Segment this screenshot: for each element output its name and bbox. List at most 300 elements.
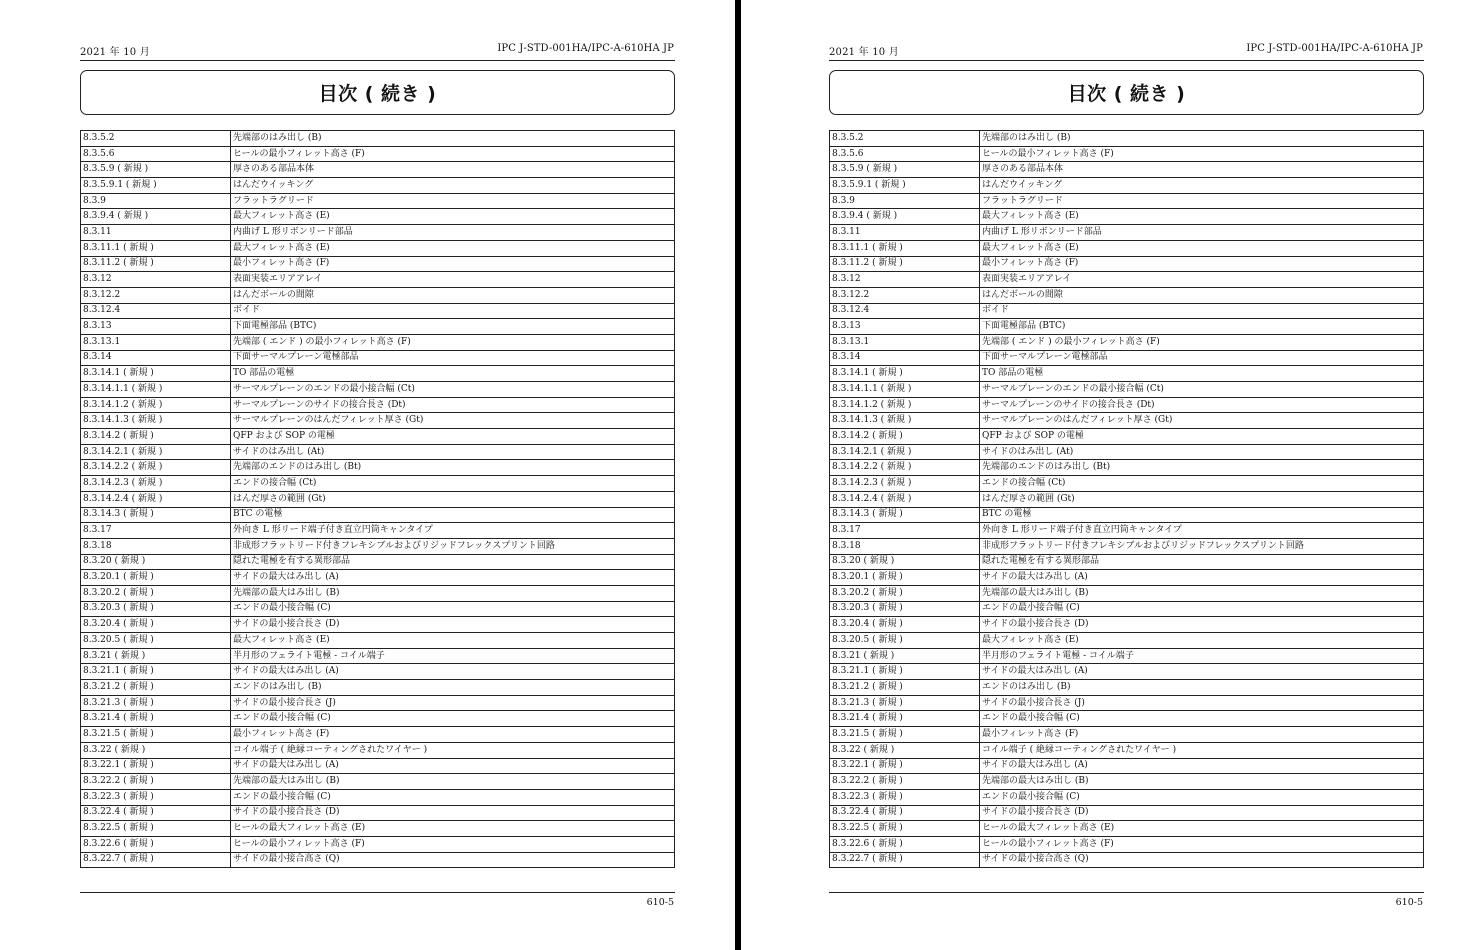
toc-section-title: エンドの接合幅 (Ct) (980, 476, 1424, 492)
toc-section-title: エンドの接合幅 (Ct) (231, 476, 675, 492)
toc-section-title: 外向き L 形リード端子付き直立円筒キャンタイプ (980, 523, 1424, 539)
toc-row (830, 397, 1424, 413)
toc-row (830, 538, 1424, 554)
toc-row (830, 350, 1424, 366)
toc-section-number: 8.3.22.2 ( 新規 ) (81, 774, 231, 790)
toc-section-number: 8.3.12.2 (830, 287, 980, 303)
toc-row (830, 303, 1424, 319)
toc-row (81, 570, 675, 586)
toc-row (81, 382, 675, 398)
toc-section-title: 先端部の最大はみ出し (B) (231, 585, 675, 601)
toc-row (830, 821, 1424, 837)
toc-section-number: 8.3.14.3 ( 新規 ) (81, 507, 231, 523)
toc-row (830, 727, 1424, 743)
toc-section-title: 半月形のフェライト電極 - コイル端子 (980, 648, 1424, 664)
toc-row (81, 429, 675, 445)
toc-section-number: 8.3.14.2.4 ( 新規 ) (830, 491, 980, 507)
toc-row (81, 476, 675, 492)
toc-section-number: 8.3.11.2 ( 新規 ) (81, 256, 231, 272)
toc-section-number: 8.3.14.2.1 ( 新規 ) (81, 444, 231, 460)
toc-row (81, 601, 675, 617)
toc-row (81, 664, 675, 680)
toc-section-title: サイドの最小接合長さ (D) (980, 805, 1424, 821)
document-page-right (749, 0, 1474, 950)
toc-section-title: 外向き L 形リード端子付き直立円筒キャンタイプ (231, 523, 675, 539)
toc-section-number: 8.3.14.2.2 ( 新規 ) (81, 460, 231, 476)
toc-section-title: 最大フィレット高さ (E) (980, 633, 1424, 649)
toc-row (81, 319, 675, 335)
toc-section-number: 8.3.14.3 ( 新規 ) (830, 507, 980, 523)
toc-section-title: サーマルプレーンのはんだフィレット厚さ (Gt) (980, 413, 1424, 429)
toc-row (81, 633, 675, 649)
toc-section-title: TO 部品の電極 (980, 366, 1424, 382)
toc-row (830, 429, 1424, 445)
toc-row (81, 774, 675, 790)
toc-section-title: TO 部品の電極 (231, 366, 675, 382)
toc-row (81, 350, 675, 366)
toc-row (81, 131, 675, 147)
toc-section-number: 8.3.5.2 (830, 131, 980, 147)
toc-row (81, 789, 675, 805)
toc-row (830, 617, 1424, 633)
toc-section-number: 8.3.21.4 ( 新規 ) (81, 711, 231, 727)
toc-section-number: 8.3.22.3 ( 新規 ) (81, 789, 231, 805)
toc-section-number: 8.3.9 (830, 193, 980, 209)
toc-section-number: 8.3.13 (830, 319, 980, 335)
toc-row (830, 178, 1424, 194)
toc-row (81, 397, 675, 413)
toc-section-number: 8.3.21.3 ( 新規 ) (81, 695, 231, 711)
toc-section-number: 8.3.22.5 ( 新規 ) (830, 821, 980, 837)
toc-section-number: 8.3.14.1.3 ( 新規 ) (81, 413, 231, 429)
toc-section-number: 8.3.22.7 ( 新規 ) (81, 852, 231, 868)
toc-section-number: 8.3.20.3 ( 新規 ) (830, 601, 980, 617)
toc-section-title: エンドのはみ出し (B) (980, 680, 1424, 696)
toc-row (81, 585, 675, 601)
toc-section-number: 8.3.12.4 (830, 303, 980, 319)
toc-row (830, 225, 1424, 241)
toc-section-number: 8.3.20.3 ( 新規 ) (81, 601, 231, 617)
toc-row (830, 287, 1424, 303)
toc-section-title: QFP および SOP の電極 (980, 429, 1424, 445)
toc-row (830, 460, 1424, 476)
toc-section-title: 先端部の最大はみ出し (B) (980, 774, 1424, 790)
toc-section-number: 8.3.14.2.3 ( 新規 ) (830, 476, 980, 492)
toc-section-title: 下面サーマルプレーン電極部品 (980, 350, 1424, 366)
toc-section-title: 隠れた電極を有する異形部品 (231, 554, 675, 570)
toc-row (81, 491, 675, 507)
toc-row (830, 476, 1424, 492)
toc-section-number: 8.3.20 ( 新規 ) (830, 554, 980, 570)
toc-section-number: 8.3.13.1 (81, 334, 231, 350)
toc-section-title: ヒールの最大フィレット高さ (E) (231, 821, 675, 837)
toc-row (830, 852, 1424, 868)
toc-section-number: 8.3.21 ( 新規 ) (830, 648, 980, 664)
toc-row (830, 209, 1424, 225)
toc-row (81, 413, 675, 429)
toc-section-number: 8.3.9.4 ( 新規 ) (830, 209, 980, 225)
toc-section-title: コイル端子 ( 絶縁コーティングされたワイヤー ) (980, 742, 1424, 758)
toc-section-number: 8.3.12.4 (81, 303, 231, 319)
toc-section-number: 8.3.22.5 ( 新規 ) (81, 821, 231, 837)
toc-section-number: 8.3.5.6 (830, 146, 980, 162)
toc-section-number: 8.3.22.6 ( 新規 ) (830, 836, 980, 852)
page-divider (735, 0, 741, 950)
toc-section-title: ヒールの最小フィレット高さ (F) (231, 146, 675, 162)
toc-section-number: 8.3.22.1 ( 新規 ) (81, 758, 231, 774)
toc-section-title: 最大フィレット高さ (E) (980, 209, 1424, 225)
toc-row (830, 633, 1424, 649)
toc-section-title: 隠れた電極を有する異形部品 (980, 554, 1424, 570)
toc-section-title: 内曲げ L 形リボンリード部品 (980, 225, 1424, 241)
toc-section-title: エンドの最小接合幅 (C) (231, 601, 675, 617)
toc-section-number: 8.3.17 (81, 523, 231, 539)
toc-section-title: 最小フィレット高さ (F) (980, 727, 1424, 743)
toc-section-number: 8.3.14.1 ( 新規 ) (830, 366, 980, 382)
toc-row (81, 334, 675, 350)
toc-section-title: サイドの最小接合長さ (J) (231, 695, 675, 711)
toc-section-number: 8.3.20 ( 新規 ) (81, 554, 231, 570)
toc-section-title: コイル端子 ( 絶縁コーティングされたワイヤー ) (231, 742, 675, 758)
toc-section-number: 8.3.21.2 ( 新規 ) (81, 680, 231, 696)
toc-section-title: サイドの最小接合高さ (Q) (980, 852, 1424, 868)
toc-section-title: サイドの最小接合高さ (Q) (231, 852, 675, 868)
toc-section-title: 内曲げ L 形リボンリード部品 (231, 225, 675, 241)
toc-section-title: 最大フィレット高さ (E) (231, 209, 675, 225)
toc-row (830, 444, 1424, 460)
toc-section-number: 8.3.13 (81, 319, 231, 335)
toc-section-title: サイドの最小接合長さ (D) (231, 805, 675, 821)
toc-section-title: 先端部の最大はみ出し (B) (231, 774, 675, 790)
document-page-left (0, 0, 735, 950)
toc-section-title: BTC の電極 (980, 507, 1424, 523)
toc-row (81, 178, 675, 194)
toc-row (830, 680, 1424, 696)
toc-row (81, 303, 675, 319)
toc-row (830, 146, 1424, 162)
toc-section-title: 最大フィレット高さ (E) (980, 240, 1424, 256)
toc-section-number: 8.3.18 (81, 538, 231, 554)
toc-section-title: エンドの最小接合幅 (C) (231, 789, 675, 805)
toc-row (830, 193, 1424, 209)
toc-row (830, 805, 1424, 821)
toc-section-title: はんだウイッキング (980, 178, 1424, 194)
header-date: 2021 年 10 月 (80, 47, 150, 58)
toc-section-title: エンドの最小接合幅 (C) (980, 601, 1424, 617)
toc-row (830, 334, 1424, 350)
toc-section-number: 8.3.14.1.2 ( 新規 ) (81, 397, 231, 413)
toc-row (81, 287, 675, 303)
toc-section-title: 先端部のはみ出し (B) (980, 131, 1424, 147)
toc-section-title: 非成形フラットリード付きフレキシブルおよびリジッドフレックスプリント回路 (980, 538, 1424, 554)
title-box (80, 70, 675, 115)
toc-section-number: 8.3.12 (81, 272, 231, 288)
toc-section-number: 8.3.14 (830, 350, 980, 366)
toc-row (81, 648, 675, 664)
toc-row (830, 585, 1424, 601)
toc-row (830, 554, 1424, 570)
toc-table (829, 130, 1424, 868)
toc-section-title: ヒールの最小フィレット高さ (F) (980, 836, 1424, 852)
footer-rule (829, 892, 1424, 893)
toc-row (830, 601, 1424, 617)
toc-row (81, 444, 675, 460)
toc-section-title: サイドの最小接合長さ (D) (980, 617, 1424, 633)
toc-row (830, 413, 1424, 429)
toc-row (81, 272, 675, 288)
toc-section-title: フラットラグリード (980, 193, 1424, 209)
toc-section-number: 8.3.20.2 ( 新規 ) (830, 585, 980, 601)
toc-section-number: 8.3.9 (81, 193, 231, 209)
toc-section-title: はんだ厚さの範囲 (Gt) (980, 491, 1424, 507)
toc-section-number: 8.3.5.6 (81, 146, 231, 162)
toc-row (81, 256, 675, 272)
toc-section-number: 8.3.9.4 ( 新規 ) (81, 209, 231, 225)
toc-section-title: エンドの最小接合幅 (C) (231, 711, 675, 727)
toc-section-title: フラットラグリード (231, 193, 675, 209)
toc-row (830, 711, 1424, 727)
toc-row (830, 664, 1424, 680)
toc-row (830, 507, 1424, 523)
toc-section-title: 先端部のエンドのはみ出し (Bt) (231, 460, 675, 476)
header-doc-id: IPC J-STD-001HA/IPC-A-610HA JP (1246, 43, 1423, 54)
toc-section-number: 8.3.12 (830, 272, 980, 288)
toc-row (81, 742, 675, 758)
toc-row (830, 648, 1424, 664)
toc-row (81, 711, 675, 727)
toc-section-title: ヒールの最小フィレット高さ (F) (980, 146, 1424, 162)
toc-row (830, 319, 1424, 335)
toc-section-number: 8.3.14.2.3 ( 新規 ) (81, 476, 231, 492)
toc-section-number: 8.3.20.1 ( 新規 ) (81, 570, 231, 586)
toc-row (830, 774, 1424, 790)
toc-section-title: QFP および SOP の電極 (231, 429, 675, 445)
toc-section-title: BTC の電極 (231, 507, 675, 523)
toc-section-number: 8.3.5.2 (81, 131, 231, 147)
toc-section-number: 8.3.14.2.1 ( 新規 ) (830, 444, 980, 460)
toc-row (81, 507, 675, 523)
toc-row (830, 131, 1424, 147)
toc-row (830, 742, 1424, 758)
toc-row (81, 852, 675, 868)
toc-row (81, 193, 675, 209)
toc-section-number: 8.3.22.7 ( 新規 ) (830, 852, 980, 868)
toc-section-number: 8.3.11.2 ( 新規 ) (830, 256, 980, 272)
toc-section-number: 8.3.22.1 ( 新規 ) (830, 758, 980, 774)
toc-section-number: 8.3.20.4 ( 新規 ) (830, 617, 980, 633)
toc-section-number: 8.3.5.9.1 ( 新規 ) (81, 178, 231, 194)
toc-section-number: 8.3.14.2.2 ( 新規 ) (830, 460, 980, 476)
toc-section-title: サーマルプレーンのはんだフィレット厚さ (Gt) (231, 413, 675, 429)
toc-row (81, 225, 675, 241)
toc-section-title: ヒールの最大フィレット高さ (E) (980, 821, 1424, 837)
toc-section-number: 8.3.20.4 ( 新規 ) (81, 617, 231, 633)
header-rule (80, 60, 675, 61)
toc-section-number: 8.3.18 (830, 538, 980, 554)
toc-row (81, 460, 675, 476)
toc-row (81, 805, 675, 821)
toc-section-title: 先端部 ( エンド ) の最小フィレット高さ (F) (980, 334, 1424, 350)
toc-row (81, 758, 675, 774)
toc-section-title: ボイド (231, 303, 675, 319)
toc-section-number: 8.3.14.2 ( 新規 ) (81, 429, 231, 445)
toc-section-title: サーマルプレーンのサイドの接合長さ (Dt) (231, 397, 675, 413)
toc-row (830, 523, 1424, 539)
toc-row (81, 146, 675, 162)
toc-section-number: 8.3.22.6 ( 新規 ) (81, 836, 231, 852)
toc-section-number: 8.3.21.2 ( 新規 ) (830, 680, 980, 696)
toc-section-number: 8.3.11.1 ( 新規 ) (830, 240, 980, 256)
toc-section-title: サイドの最大はみ出し (A) (980, 758, 1424, 774)
toc-row (830, 758, 1424, 774)
toc-section-number: 8.3.14.1 ( 新規 ) (81, 366, 231, 382)
toc-section-title: サイドの最小接合長さ (D) (231, 617, 675, 633)
toc-row (81, 162, 675, 178)
toc-section-number: 8.3.14.1.1 ( 新規 ) (81, 382, 231, 398)
toc-section-number: 8.3.21.4 ( 新規 ) (830, 711, 980, 727)
toc-row (830, 789, 1424, 805)
toc-section-title: はんだボールの間隙 (231, 287, 675, 303)
page-title: 目次 ( 続き ) (318, 83, 437, 105)
toc-section-title: 下面電極部品 (BTC) (231, 319, 675, 335)
toc-section-title: 先端部 ( エンド ) の最小フィレット高さ (F) (231, 334, 675, 350)
toc-section-title: はんだボールの間隙 (980, 287, 1424, 303)
toc-section-number: 8.3.17 (830, 523, 980, 539)
toc-section-number: 8.3.14.2.4 ( 新規 ) (81, 491, 231, 507)
toc-section-title: サイドの最大はみ出し (A) (231, 664, 675, 680)
toc-section-title: 最大フィレット高さ (E) (231, 633, 675, 649)
toc-section-number: 8.3.5.9 ( 新規 ) (81, 162, 231, 178)
toc-row (81, 680, 675, 696)
toc-section-number: 8.3.14.1.3 ( 新規 ) (830, 413, 980, 429)
toc-section-title: 先端部のエンドのはみ出し (Bt) (980, 460, 1424, 476)
toc-row (81, 727, 675, 743)
toc-section-title: 最小フィレット高さ (F) (980, 256, 1424, 272)
toc-section-number: 8.3.20.1 ( 新規 ) (830, 570, 980, 586)
toc-section-number: 8.3.5.9 ( 新規 ) (830, 162, 980, 178)
toc-section-title: ボイド (980, 303, 1424, 319)
toc-section-title: サイドの最大はみ出し (A) (231, 758, 675, 774)
toc-section-title: サイドの最大はみ出し (A) (231, 570, 675, 586)
title-box (829, 70, 1424, 115)
toc-row (81, 523, 675, 539)
toc-section-title: エンドのはみ出し (B) (231, 680, 675, 696)
toc-section-title: サーマルプレーンのサイドの接合長さ (Dt) (980, 397, 1424, 413)
toc-section-number: 8.3.21.5 ( 新規 ) (81, 727, 231, 743)
toc-section-title: 下面サーマルプレーン電極部品 (231, 350, 675, 366)
toc-section-number: 8.3.20.5 ( 新規 ) (830, 633, 980, 649)
page-number: 610-5 (1395, 897, 1423, 908)
toc-section-number: 8.3.14.1.2 ( 新規 ) (830, 397, 980, 413)
toc-section-number: 8.3.22.4 ( 新規 ) (830, 805, 980, 821)
toc-section-number: 8.3.21.1 ( 新規 ) (81, 664, 231, 680)
toc-section-title: 表面実装エリアアレイ (231, 272, 675, 288)
toc-section-number: 8.3.21.3 ( 新規 ) (830, 695, 980, 711)
toc-row (830, 491, 1424, 507)
toc-row (81, 821, 675, 837)
toc-section-title: サイドのはみ出し (At) (231, 444, 675, 460)
toc-row (830, 382, 1424, 398)
header-date: 2021 年 10 月 (829, 47, 899, 58)
toc-section-number: 8.3.20.5 ( 新規 ) (81, 633, 231, 649)
toc-row (830, 570, 1424, 586)
toc-row (81, 240, 675, 256)
page-number: 610-5 (646, 897, 674, 908)
toc-section-title: はんだウイッキング (231, 178, 675, 194)
toc-section-number: 8.3.22 ( 新規 ) (81, 742, 231, 758)
toc-section-title: ヒールの最小フィレット高さ (F) (231, 836, 675, 852)
toc-row (830, 272, 1424, 288)
toc-section-title: サイドの最大はみ出し (A) (980, 664, 1424, 680)
toc-section-title: はんだ厚さの範囲 (Gt) (231, 491, 675, 507)
toc-section-number: 8.3.22.3 ( 新規 ) (830, 789, 980, 805)
toc-section-title: 下面電極部品 (BTC) (980, 319, 1424, 335)
toc-row (81, 695, 675, 711)
toc-row (830, 240, 1424, 256)
toc-section-title: 最大フィレット高さ (E) (231, 240, 675, 256)
toc-section-title: 表面実装エリアアレイ (980, 272, 1424, 288)
toc-section-title: サーマルプレーンのエンドの最小接合幅 (Ct) (980, 382, 1424, 398)
toc-section-title: 厚さのある部品本体 (980, 162, 1424, 178)
toc-row (81, 209, 675, 225)
toc-section-title: 最小フィレット高さ (F) (231, 256, 675, 272)
toc-section-title: サイドの最小接合長さ (J) (980, 695, 1424, 711)
toc-section-title: 先端部のはみ出し (B) (231, 131, 675, 147)
toc-section-title: 半月形のフェライト電極 - コイル端子 (231, 648, 675, 664)
toc-section-title: 厚さのある部品本体 (231, 162, 675, 178)
page-title: 目次 ( 続き ) (1067, 83, 1186, 105)
toc-section-number: 8.3.14 (81, 350, 231, 366)
toc-row (830, 162, 1424, 178)
toc-section-title: 最小フィレット高さ (F) (231, 727, 675, 743)
toc-section-number: 8.3.5.9.1 ( 新規 ) (830, 178, 980, 194)
toc-row (81, 366, 675, 382)
toc-section-title: 先端部の最大はみ出し (B) (980, 585, 1424, 601)
toc-section-number: 8.3.11.1 ( 新規 ) (81, 240, 231, 256)
toc-section-number: 8.3.11 (81, 225, 231, 241)
toc-section-title: サーマルプレーンのエンドの最小接合幅 (Ct) (231, 382, 675, 398)
toc-row (830, 836, 1424, 852)
toc-section-title: サイドのはみ出し (At) (980, 444, 1424, 460)
toc-section-number: 8.3.21.1 ( 新規 ) (830, 664, 980, 680)
toc-row (830, 366, 1424, 382)
toc-section-title: サイドの最大はみ出し (A) (980, 570, 1424, 586)
toc-row (81, 554, 675, 570)
header-rule (829, 60, 1424, 61)
toc-section-number: 8.3.22.2 ( 新規 ) (830, 774, 980, 790)
toc-section-title: エンドの最小接合幅 (C) (980, 711, 1424, 727)
toc-row (81, 538, 675, 554)
toc-section-title: エンドの最小接合幅 (C) (980, 789, 1424, 805)
toc-row (830, 256, 1424, 272)
header-doc-id: IPC J-STD-001HA/IPC-A-610HA JP (497, 43, 674, 54)
toc-section-number: 8.3.11 (830, 225, 980, 241)
toc-section-number: 8.3.22 ( 新規 ) (830, 742, 980, 758)
toc-section-number: 8.3.14.2 ( 新規 ) (830, 429, 980, 445)
footer-rule (80, 892, 675, 893)
toc-section-number: 8.3.22.4 ( 新規 ) (81, 805, 231, 821)
toc-section-number: 8.3.20.2 ( 新規 ) (81, 585, 231, 601)
toc-table (80, 130, 675, 868)
toc-section-number: 8.3.13.1 (830, 334, 980, 350)
toc-row (81, 617, 675, 633)
toc-row (830, 695, 1424, 711)
toc-section-number: 8.3.21.5 ( 新規 ) (830, 727, 980, 743)
toc-section-number: 8.3.14.1.1 ( 新規 ) (830, 382, 980, 398)
toc-section-title: 非成形フラットリード付きフレキシブルおよびリジッドフレックスプリント回路 (231, 538, 675, 554)
toc-section-number: 8.3.12.2 (81, 287, 231, 303)
toc-row (81, 836, 675, 852)
